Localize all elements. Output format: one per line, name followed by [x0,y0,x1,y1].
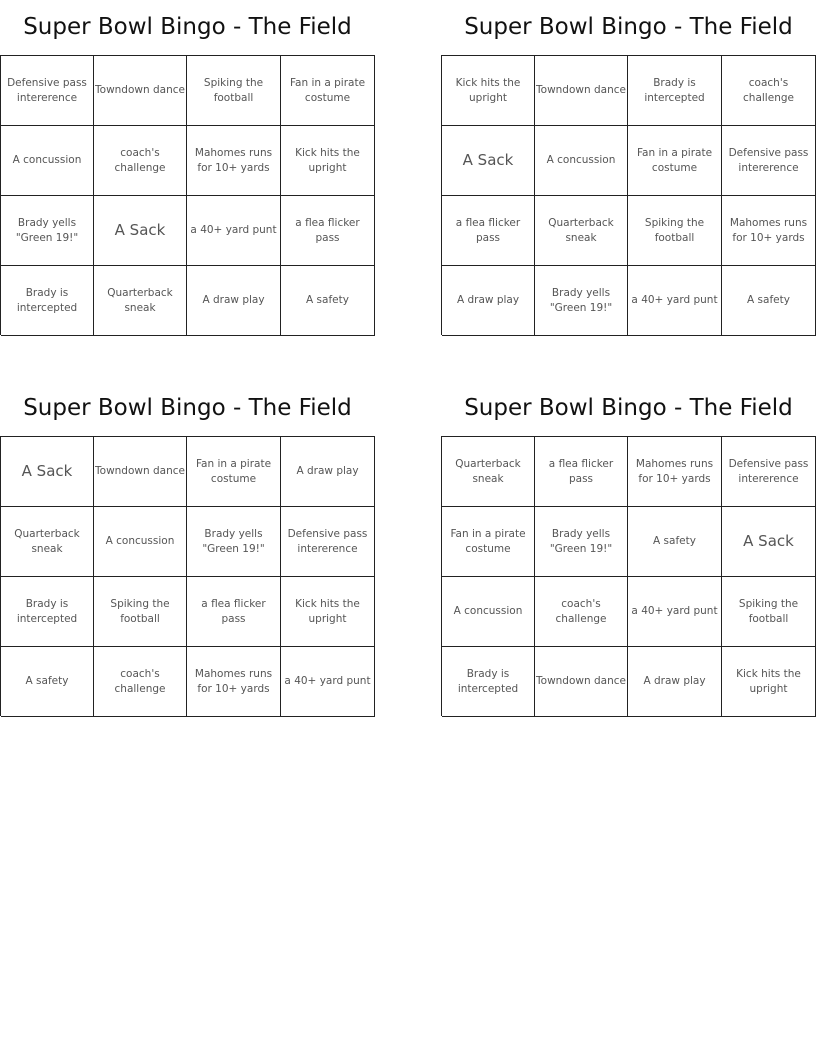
bingo-cell: Mahomes runs for 10+ yards [722,196,816,266]
bingo-cell: Fan in a pirate costume [187,437,281,507]
bingo-cell: a 40+ yard punt [628,266,722,336]
bingo-cell: A safety [628,507,722,577]
bingo-cell: A safety [281,266,375,336]
bingo-cell: Spiking the football [94,577,187,647]
bingo-cell: Defensive pass intererence [281,507,375,577]
bingo-cell: Spiking the football [722,577,816,647]
bingo-cell: Kick hits the upright [442,56,535,126]
bingo-cell: Quarterback sneak [1,507,94,577]
card-title: Super Bowl Bingo - The Field [23,14,352,40]
bingo-grid [0,55,375,335]
bingo-cell: A safety [722,266,816,336]
bingo-cell: A Sack [442,126,535,196]
bingo-cell: Defensive pass intererence [722,437,816,507]
bingo-cell: Quarterback sneak [535,196,628,266]
bingo-cell: Fan in a pirate costume [628,126,722,196]
card-title: Super Bowl Bingo - The Field [23,395,352,421]
bingo-cell: Towndown dance [94,437,187,507]
bingo-cell: A concussion [94,507,187,577]
bingo-cell: A safety [1,647,94,717]
bingo-cell: A draw play [628,647,722,717]
bingo-cell: A draw play [281,437,375,507]
bingo-cell: coach's challenge [94,126,187,196]
bingo-cell: Brady is intercepted [1,577,94,647]
bingo-cell: Towndown dance [535,56,628,126]
card-title: Super Bowl Bingo - The Field [464,395,793,421]
bingo-cell: a 40+ yard punt [281,647,375,717]
bingo-cell: Mahomes runs for 10+ yards [187,126,281,196]
bingo-cell: Spiking the football [187,56,281,126]
bingo-cell: a 40+ yard punt [187,196,281,266]
bingo-cell: Brady yells "Green 19!" [1,196,94,266]
bingo-cell: A concussion [442,577,535,647]
bingo-cell: Kick hits the upright [281,577,375,647]
bingo-cell: Mahomes runs for 10+ yards [187,647,281,717]
bingo-cell: coach's challenge [535,577,628,647]
bingo-cell: A concussion [1,126,94,196]
bingo-cell: Brady yells "Green 19!" [187,507,281,577]
bingo-cell: Fan in a pirate costume [281,56,375,126]
bingo-cell: Spiking the football [628,196,722,266]
bingo-cell: Kick hits the upright [722,647,816,717]
bingo-cell: Brady is intercepted [628,56,722,126]
card-title: Super Bowl Bingo - The Field [464,14,793,40]
bingo-grid [441,55,816,335]
bingo-cell: coach's challenge [94,647,187,717]
bingo-cell: Defensive pass intererence [1,56,94,126]
bingo-cell: Kick hits the upright [281,126,375,196]
bingo-cell: Quarterback sneak [442,437,535,507]
bingo-grid [0,436,375,716]
bingo-cell: a flea flicker pass [187,577,281,647]
bingo-cell: A draw play [187,266,281,336]
bingo-cell: Towndown dance [535,647,628,717]
bingo-cell: Brady is intercepted [1,266,94,336]
bingo-cell: a flea flicker pass [535,437,628,507]
bingo-cell: a flea flicker pass [442,196,535,266]
bingo-cell: A Sack [722,507,816,577]
bingo-cell: A Sack [94,196,187,266]
bingo-cell: A Sack [1,437,94,507]
bingo-cell: Defensive pass intererence [722,126,816,196]
bingo-cell: coach's challenge [722,56,816,126]
bingo-cell: Quarterback sneak [94,266,187,336]
bingo-cell: Mahomes runs for 10+ yards [628,437,722,507]
bingo-cell: Towndown dance [94,56,187,126]
bingo-cell: Brady is intercepted [442,647,535,717]
bingo-cell: a 40+ yard punt [628,577,722,647]
bingo-cell: Brady yells "Green 19!" [535,266,628,336]
bingo-cell: a flea flicker pass [281,196,375,266]
bingo-cell: A draw play [442,266,535,336]
bingo-cell: Brady yells "Green 19!" [535,507,628,577]
bingo-cell: Fan in a pirate costume [442,507,535,577]
bingo-cell: A concussion [535,126,628,196]
bingo-grid [441,436,816,716]
